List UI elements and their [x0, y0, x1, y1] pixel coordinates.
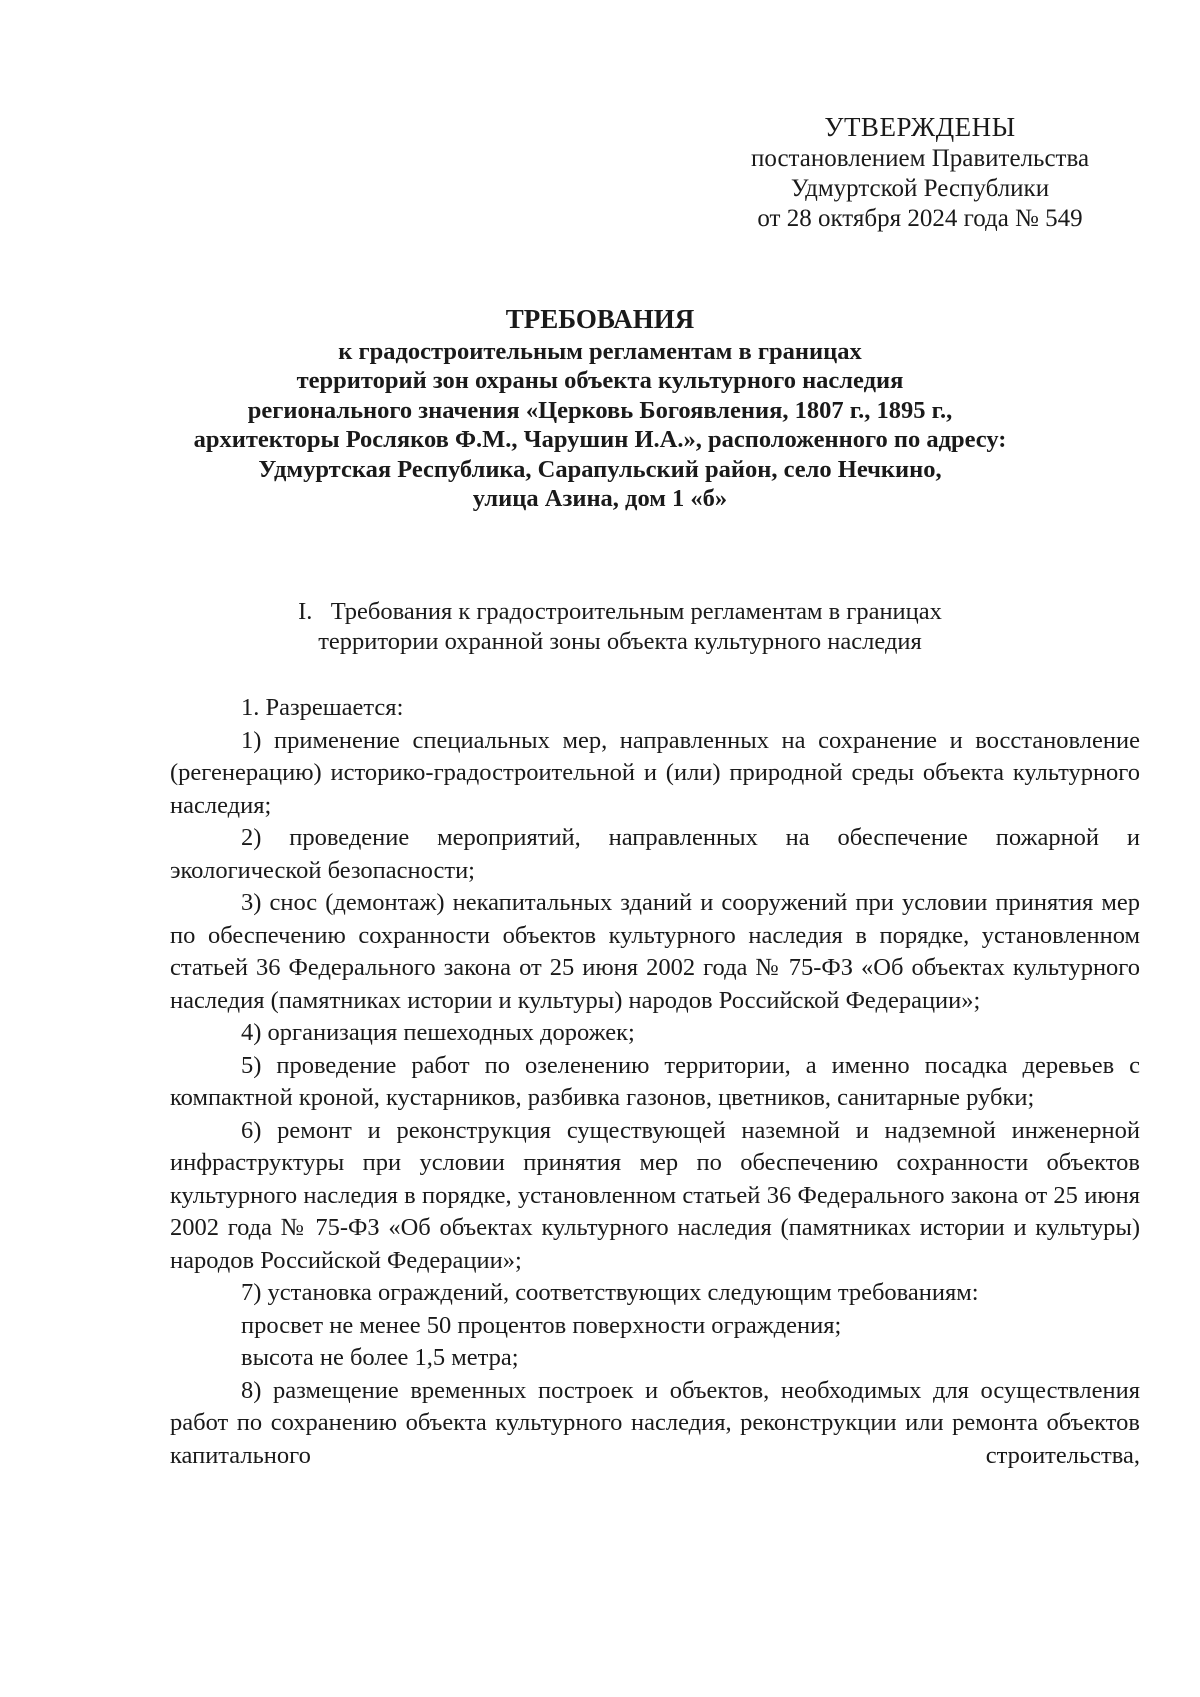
title-line: регионального значения «Церковь Богоявления, 1807 г., 1895 г., — [247, 396, 953, 424]
approval-line: от 28 октября 2024 года № 549 — [757, 205, 1083, 232]
paragraph-fence-requirement: высота не более 1,5 метра; — [241, 1344, 519, 1371]
paragraph-subitem-8: 8) размещение временных построек и объектов, необходимых для осуществления работ по сохранению объекта культурного наследия, реконструкции или ремонта объектов капитального строительства, — [170, 1376, 1140, 1469]
paragraph-subitem-3: 3) снос (демонтаж) некапитальных зданий и сооружений при условии принятия мер по обеспечению сохранности объектов культурного наследия в порядке, установленном статьей 36 Федерального закона от 25 июня 2002 года № 75-ФЗ «Об объектах культурного наследия (памятниках истории и культуры) народов Российской Федерации»; — [170, 889, 1140, 1014]
paragraph-subitem-2: 2) проведение мероприятий, направленных на обеспечение пожарной и экологической безопасности; — [170, 824, 1140, 884]
paragraph-fence-requirement: просвет не менее 50 процентов поверхности ограждения; — [241, 1311, 842, 1339]
title-line: улица Азина, дом 1 «б» — [472, 485, 728, 512]
paragraph-subitem-5: 5) проведение работ по озеленению территории, а именно посадка деревьев с компактной кроной, кустарников, разбивка газонов, цветников, санитарные рубки; — [170, 1051, 1140, 1111]
section-heading-line: территории охранной зоны объекта культурного наследия — [318, 628, 922, 655]
document-title-block — [150, 305, 1050, 514]
paragraph-item-1: 1. Разрешается: — [241, 694, 404, 721]
approval-line: постановлением Правительства — [750, 145, 1090, 172]
title-line: Удмуртская Республика, Сарапульский район, село Нечкино, — [258, 455, 942, 483]
title-line: архитекторы Росляков Ф.М., Чарушин И.А.», расположенного по адресу: — [193, 426, 1007, 453]
approval-stamp — [700, 112, 1140, 234]
paragraph-subitem-4: 4) организация пешеходных дорожек; — [241, 1019, 635, 1046]
paragraph-subitem-1: 1) применение специальных мер, направленных на сохранение и восстановление (регенерацию) историко-градостроительной и (или) природной среды объекта культурного наследия; — [170, 726, 1140, 819]
title-line: к градостроительным регламентам в границах — [338, 337, 862, 365]
approval-line: Удмуртской Республики — [790, 175, 1050, 202]
approval-heading: УТВЕРЖДЕНЫ — [824, 112, 1016, 142]
document-title: ТРЕБОВАНИЯ — [505, 304, 695, 334]
document-body — [170, 692, 1140, 1472]
paragraph-subitem-6: 6) ремонт и реконструкция существующей наземной и надземной инженерной инфраструктуры при условии принятия мер по обеспечению сохранности объектов культурного наследия в порядке, установленном статьей 36 Федерального закона от 25 июня 2002 года № 75-ФЗ «Об объектах культурного наследия (памятниках истории и культуры) народов Российской Федерации»; — [170, 1116, 1140, 1274]
paragraph-subitem-7: 7) установка ограждений, соответствующих следующим требованиям: — [241, 1279, 979, 1306]
title-line: территорий зон охраны объекта культурного наследия — [296, 367, 904, 394]
section-heading-line: I. Требования к градостроительным регламентам в границах — [298, 598, 942, 625]
section-heading — [210, 597, 1030, 657]
